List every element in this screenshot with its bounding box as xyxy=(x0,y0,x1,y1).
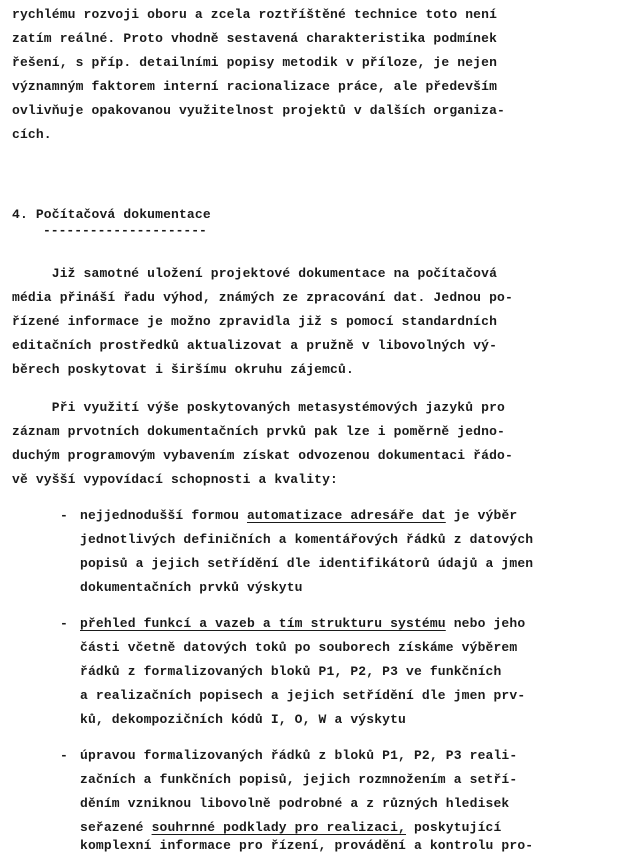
bullet2-text-post: nebo jeho xyxy=(445,616,526,631)
para1-line-5: běrech poskytovat i širšímu okruhu zájemců. xyxy=(12,362,354,377)
bullet1-line-4: dokumentačních prvků výskytu xyxy=(80,580,303,595)
bullet3-line-2: začních a funkčních popisů, jejich rozmnožením a setří- xyxy=(80,772,518,787)
bullet3-text-pre: seřazené xyxy=(80,820,152,835)
bullet3-underlined-term: souhrnné podklady pro realizaci, xyxy=(151,820,407,835)
bullet3-line-1: úpravou formalizovaných řádků z bloků P1, P2, P3 reali- xyxy=(80,748,518,763)
bullet3-line-5: komplexní informace pro řízení, provádění a kontrolu pro- xyxy=(80,838,534,853)
bullet2-underlined-term: přehled funkcí a vazeb a tím strukturu systému xyxy=(80,616,446,631)
bullet1-line-2: jednotlivých definičních a komentářových řádků z datových xyxy=(80,532,534,547)
bullet-marker-3: - xyxy=(60,748,68,763)
para2-line-1: Při využití výše poskytovaných metasystémových jazyků pro xyxy=(12,400,505,415)
bullet2-line-1 xyxy=(80,616,525,632)
para1-line-1: Již samotné uložení projektové dokumentace na počítačová xyxy=(12,266,498,281)
bullet3-text-post: poskytující xyxy=(406,820,502,835)
para1-line-3: řízené informace je možno zpravidla již s pomocí standardních xyxy=(12,314,498,329)
intro-line-6: cích. xyxy=(12,127,52,142)
para2-line-3: duchým programovým vybavením získat odvozenou dokumentaci řádo- xyxy=(12,448,513,463)
para2-line-4: vě vyšší vypovídací schopnosti a kvality: xyxy=(12,472,339,487)
para2-line-2: záznam prvotních dokumentačních prvků pak lze i poměrně jedno- xyxy=(12,424,505,439)
intro-line-3: řešení, s příp. detailními popisy metodik v příloze, je nejen xyxy=(12,55,498,70)
bullet1-text-pre: nejjednodušší formou xyxy=(80,508,247,523)
intro-line-1: rychlému rozvoji oboru a zcela roztříštěné technice toto není xyxy=(12,7,498,22)
bullet-marker-1: - xyxy=(60,508,68,523)
bullet-marker-2: - xyxy=(60,616,68,631)
bullet2-line-2: části včetně datových toků po souborech získáme výběrem xyxy=(80,640,518,655)
bullet3-line-3: děním vzniknou libovolně podrobné a z různých hledisek xyxy=(80,796,510,811)
intro-line-4: významným faktorem interní racionalizace práce, ale především xyxy=(12,79,498,94)
section-heading: 4. Počítačová dokumentace xyxy=(12,207,211,222)
bullet2-line-3: řádků z formalizovaných bloků P1, P2, P3 ve funkčních xyxy=(80,664,502,679)
bullet1-line-3: popisů a jejich setřídění dle identifikátorů údajů a jmen xyxy=(80,556,534,571)
bullet1-underlined-term: automatizace adresáře dat xyxy=(246,508,446,523)
bullet1-text-post: je výběr xyxy=(445,508,518,523)
intro-line-2: zatím reálné. Proto vhodně sestavená charakteristika podmínek xyxy=(12,31,498,46)
intro-line-5: ovlivňuje opakovanou využitelnost projektů v dalších organiza- xyxy=(12,103,505,118)
para1-line-4: editačních prostředků aktualizovat a pružně v libovolných vý- xyxy=(12,338,498,353)
bullet3-line-4 xyxy=(80,820,501,836)
bullet2-line-5: ků, dekompozičních kódů I, O, W a výskytu xyxy=(80,712,407,727)
bullet1-line-1 xyxy=(80,508,517,524)
bullet2-line-4: a realizačních popisech a jejich setřídění dle jmen prv- xyxy=(80,688,526,703)
section-heading-underline: --------------------- xyxy=(43,223,207,238)
para1-line-2: média přináší řadu výhod, známých ze zpracování dat. Jednou po- xyxy=(12,290,513,305)
